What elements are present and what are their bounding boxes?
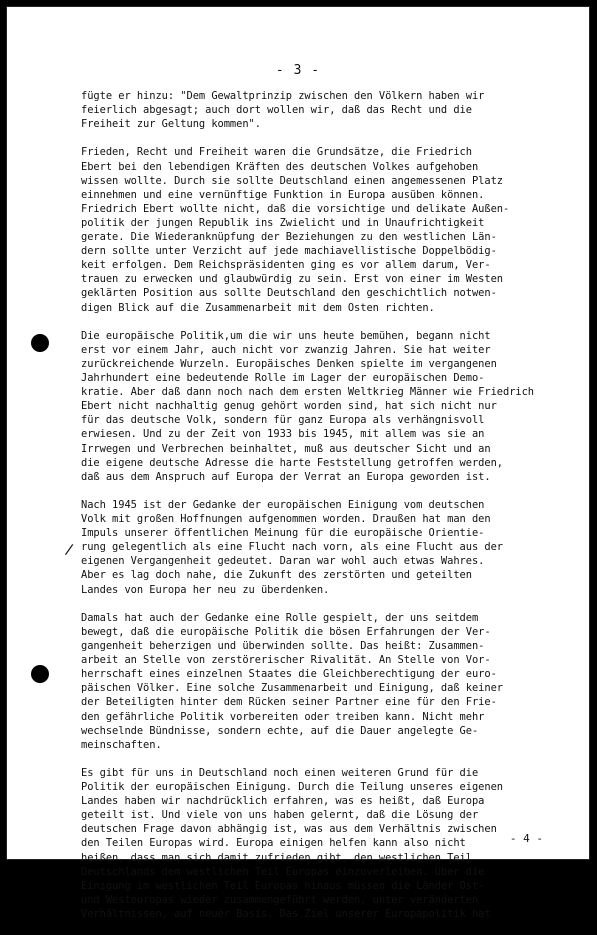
punch-hole xyxy=(31,334,49,352)
paragraph: fügte er hinzu: "Dem Gewaltprinzip zwischen den Völkern haben wir feierlich abgesagt; auch dort wollen wir, daß das Recht und die Freiheit zur Geltung kommen". xyxy=(81,90,485,131)
paragraph: Damals hat auch der Gedanke eine Rolle gespielt, der uns seitdem bewegt, daß die europäische Politik die bösen Erfahrungen der Ver- gangenheit beherzigen und überwinden sollte. Das heißt: Zusammen- arbeit an Stelle von zerstörerischer Rivalität. An Stelle von Vor- herrschaft eines einzelnen Staates die Gleichberechtigung der euro- päischen Völker. Eine solche Zusammenarbeit und Einigung, daß keiner der Beteiligten hinter dem Rücken seiner Partner eine für den Frie- den gefährliche Politik vorbereiten oder treiben kann. Nicht mehr wechselnde Bündnisse, sondern echte, auf die Dauer angelegte Ge- meinschaften. xyxy=(81,611,503,751)
page-number: - 3 - xyxy=(275,63,321,78)
paragraph: Die europäische Politik,um die wir uns heute bemühen, begann nicht erst vor einem Jahr, auch nicht vor zwanzig Jahren. Sie hat weiter zurückreichende Wurzeln. Europäisches Denken spielte im vergangenen Jahrhundert eine bedeutende Rolle im Lager der europäischen Demo- kratie. Aber daß dann noch nach dem ersten Weltkrieg Männer wie Friedrich Ebert nicht nachhaltig genug gehört worden sind, hat sich nicht nur für das deutsche Volk, sondern für ganz Europa als verhängnisvoll erwiesen. Und zu der Zeit von 1933 bis 1945, mit allem was sie an Irrwegen und Verbrechen beinhaltet, muß aus deutscher Sicht und an die eigene deutsche Adresse die harte Feststellung getroffen werden, daß aus dem Anspruch auf Europa der Verrat an Europa geworden ist. xyxy=(81,329,535,483)
punch-hole xyxy=(31,665,49,683)
next-page-marker: - 4 - xyxy=(509,832,543,845)
margin-mark: / xyxy=(63,541,75,559)
document-page xyxy=(6,6,590,920)
body-text xyxy=(81,89,559,935)
paragraph: Frieden, Recht und Freiheit waren die Grundsätze, die Friedrich Ebert bei den lebendigen Kräften des deutschen Volkes aufgehoben wissen wollte. Durch sie sollte Deutschland einen angemessenen Platz einnehmen und eine vernünftige Funktion in Europa ausüben können. Friedrich Ebert wollte nicht, daß die vorsichtige und delikate Außen- politik der jungen Republik ins Zwielicht und in Unaufrichtigkeit gerate. Die Wiederanknüpfung der Beziehungen zu den westlichen Län- dern sollte unter Verzicht auf jede machiavellistische Doppelbödig- keit erfolgen. Dem Reichspräsidenten ging es vor allem darum, Ver- trauen zu erwecken und glaubwürdig zu sein. Erst von einer im Westen geklärten Position aus sollte Deutschland den geschichtlich notwen- digen Blick auf die Zusammenarbeit mit dem Osten richten. xyxy=(81,146,510,314)
paragraph: Es gibt für uns in Deutschland noch einen weiteren Grund für die Politik der europäischen Einigung. Durch die Teilung unseres eigenen Landes haben wir nachdrücklich erfahren, was es heißt, daß Europa geteilt ist. Und viele von uns haben gelernt, daß die Lösung der deutschen Frage davon abhängig ist, was aus dem Verhältnis zwischen den Teilen Europas wird. Europa einigen helfen kann also nicht heißen, dass man sich damit zufrieden gibt, den westlichen Teil Deutschlands dem westlichen Teil Europas einzuverleiben. Über die Einigung im westlichen Teil Europas hinaus müssen die Länder Ost- und Westeuropas wieder zusammengeführt werden, unter veränderten Verhältnissen, auf neuer Basis. Das Ziel unserer Europapolitik hat xyxy=(81,766,503,920)
paragraph: Nach 1945 ist der Gedanke der europäischen Einigung vom deutschen Volk mit großen Hoffnungen aufgenommen worden. Draußen hat man den Impuls unserer öffentlichen Meinung für die europäische Orientie- rung gelegentlich als eine Flucht nach vorn, als eine Flucht aus der eigenen Vergangenheit gedeutet. Daran war wohl auch etwas Wahres. Aber es lag doch nahe, die Zukunft des zerstörten und geteilten Landes von Europa her neu zu überdenken. xyxy=(81,499,503,596)
